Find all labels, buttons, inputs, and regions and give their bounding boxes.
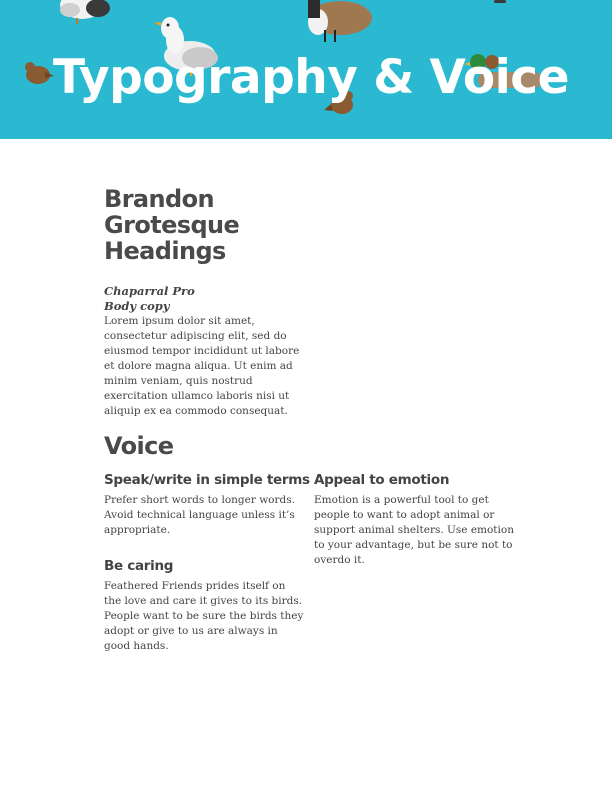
page-title: Typography & Voice [53,50,569,105]
voice-column-right [314,472,514,568]
typography-section [104,186,524,419]
voice-item-title: Be caring [104,558,174,574]
body-font-role: Body copy [104,299,170,313]
small-bird-illustration [494,0,506,3]
heading-font-sample: Brandon Grotesque Headings [104,185,240,265]
voice-item-text: Prefer short words to longer words. Avoid technical language unless it’s appropriate. [104,494,295,536]
voice-item-title: Speak/write in simple terms [104,472,310,488]
voice-item-title: Appeal to emotion [314,472,450,488]
body-font-name: Chaparral Pro [104,284,195,298]
body-font-sample: Lorem ipsum dolor sit amet, consectetur adipiscing elit, sed do eiusmod tempor incididunt ut labore et dolore magna aliqua. Ut enim ad minim veniam, quis nostrud exercitation ullamco laboris nisi ut aliquip ex ea commodo consequat. [104,315,300,417]
voice-column-left [104,472,310,654]
voice-heading: Voice [104,432,174,460]
header-banner [0,0,612,139]
voice-item-text: Feathered Friends prides itself on the love and care it gives to its birds. People want to be sure the birds they adopt or give to us are always in good hands. [104,580,304,652]
voice-item-text: Emotion is a powerful tool to get people to want to adopt animal or support animal shelters. Use emotion to your advantage, but be sure not to overdo it. [314,494,514,566]
